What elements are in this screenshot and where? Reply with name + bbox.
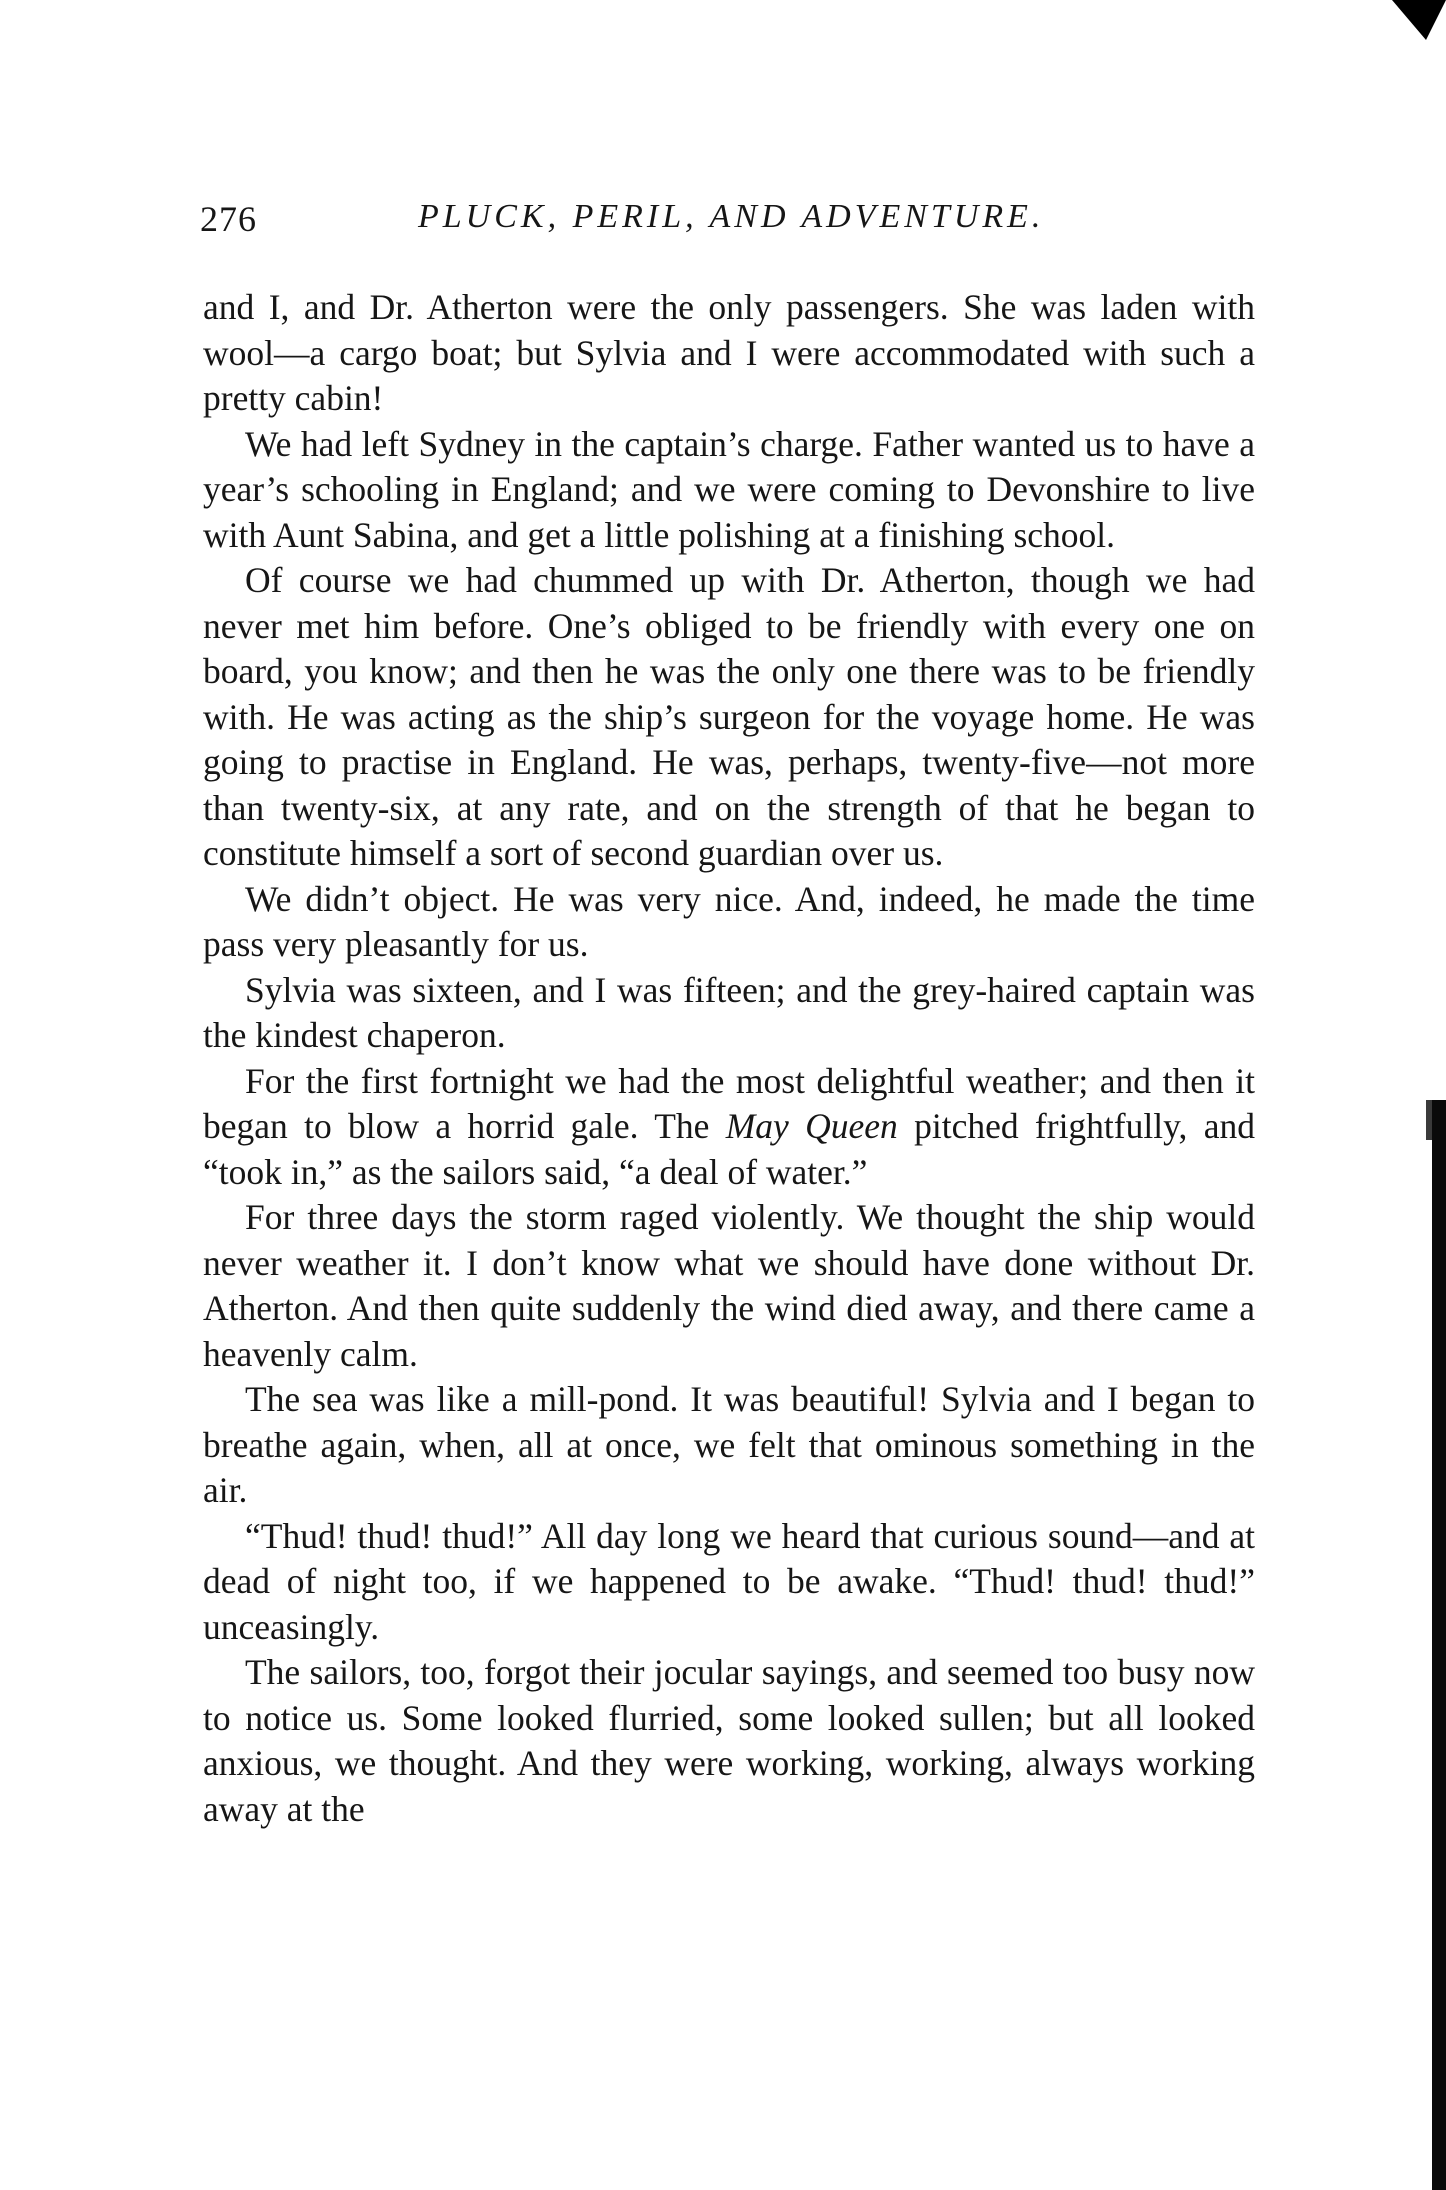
paragraph-1: and I, and Dr. Atherton were the only passengers. She was laden with wool—a cargo boat; but Sylvia and I were accommodated with such a pretty cabin! bbox=[203, 287, 1255, 418]
page-number: 276 bbox=[200, 199, 257, 239]
paragraph-2: We had left Sydney in the captain’s charge. Father wanted us to have a year’s schooling in England; and we were coming to Devonshire to live with Aunt Sabina, and get a little polishing at a finishing school. bbox=[203, 423, 1255, 555]
scan-edge-shadow bbox=[1432, 1100, 1446, 2190]
paragraph-7: For three days the storm raged violently. We thought the ship would never weather it. I don’t know what we should have done without Dr. Atherton. And then quite suddenly the wind died away, and there came a heavenly calm. bbox=[203, 1197, 1255, 1374]
paragraph-4: We didn’t object. He was very nice. And, indeed, he made the time pass very pleasantly for us. bbox=[203, 878, 1255, 964]
body-text bbox=[203, 285, 1255, 1832]
paragraph-9: “Thud! thud! thud!” All day long we heard that curious sound—and at dead of night too, if we happened to be awake. “Thud! thud! thud!” unceasingly. bbox=[203, 1515, 1255, 1647]
ship-name: May Queen bbox=[725, 1106, 898, 1146]
scan-edge-notch bbox=[1426, 1100, 1432, 1140]
page-header bbox=[200, 198, 1260, 258]
paragraph-10: The sailors, too, forgot their jocular sayings, and seemed too busy now to notice us. Some looked flurried, some looked sullen; but all looked anxious, we thought. And they were working, working, always working away at the bbox=[203, 1652, 1255, 1829]
scan-corner-mark bbox=[1392, 0, 1446, 40]
paragraph-6-text-end: pitched frightfully, and “took in,” as the sailors said, “a deal of water.” bbox=[203, 1106, 1255, 1192]
paragraph-8: The sea was like a mill-pond. It was beautiful! Sylvia and I began to breathe again, when, all at once, we felt that ominous something in the air. bbox=[203, 1379, 1255, 1510]
paragraph-5: Sylvia was sixteen, and I was fifteen; and the grey-haired captain was the kindest chaperon. bbox=[203, 969, 1255, 1055]
paragraph-6 bbox=[203, 1059, 1255, 1196]
paragraph-3: Of course we had chummed up with Dr. Atherton, though we had never met him before. One’s obliged to be friendly with every one on board, you know; and then he was the only one there was to be friendly with. He was acting as the ship’s surgeon for the voyage home. He was going to practise in England. He was, perhaps, twenty-five—not more than twenty-six, at any rate, and on the strength of that he began to constitute himself a sort of second guardian over us. bbox=[203, 560, 1255, 873]
paragraph-6-text-start: For the first fortnight we had the most delightful weather; and then it began to blow a horrid gale. The bbox=[203, 1060, 1255, 1146]
running-title: PLUCK, PERIL, AND ADVENTURE. bbox=[418, 198, 1045, 235]
